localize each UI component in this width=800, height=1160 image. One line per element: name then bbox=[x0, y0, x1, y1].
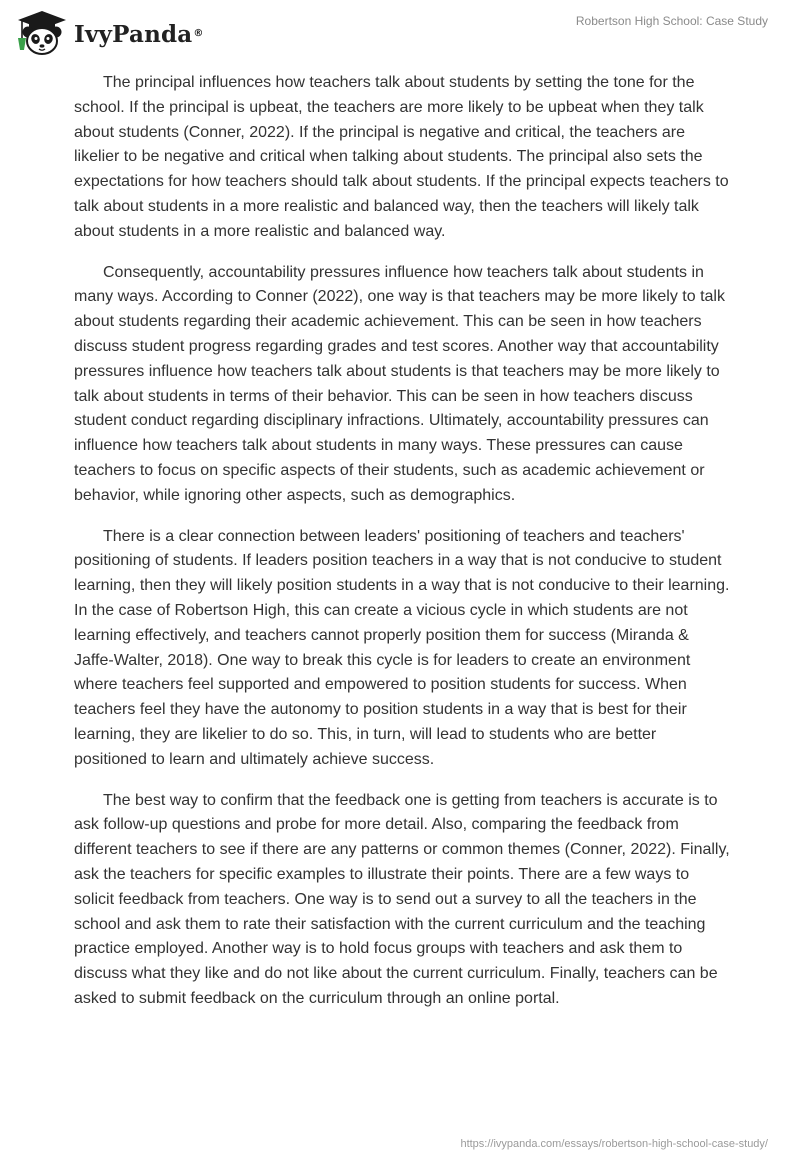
panda-graduate-icon bbox=[14, 8, 70, 58]
paragraph: Consequently, accountability pressures influence how teachers talk about students in many ways. According to Conner (2022), one way is that teachers may be more likely to talk about students regarding their academic achievement. This can be seen in how teachers discuss student progress regarding grades and test scores. Another way that accountability pressures influence how teachers talk about students is that teachers may be more likely to talk about students in terms of their behavior. This can be seen in how teachers discuss student conduct regarding disciplinary infractions. Ultimately, accountability pressures can influence how teachers talk about students in many ways. These pressures can cause teachers to focus on specific aspects of their students, such as academic achievement or behavior, while ignoring other aspects, such as demographics. bbox=[74, 263, 725, 504]
essay-body bbox=[74, 71, 730, 1028]
brand-logo[interactable] bbox=[14, 8, 204, 58]
source-url[interactable]: https://ivypanda.com/essays/robertson-high-school-case-study/ bbox=[460, 1138, 768, 1150]
paragraph: There is a clear connection between leaders' positioning of teachers and teachers' positioning of students. If leaders position teachers in a way that is not conducive to student learning, then they will likely position students in a way that is not conducive to their learning. In the case of Robertson High, this can create a vicious cycle in which students are not learning effectively, and teachers cannot properly position them for success (Miranda & Jaffe-Walter, 2018). One way to break this cycle is for leaders to create an environment where teachers feel supported and empowered to position students for success. When teachers feel they have the autonomy to position students in a way that is best for their learning, they are likelier to do so. This, in turn, will lead to students who are better positioned to learn and ultimately achieve success. bbox=[74, 527, 730, 768]
paragraph: The best way to confirm that the feedback one is getting from teachers is accurate is to ask follow-up questions and probe for more detail. Also, comparing the feedback from different teachers to see if there are any patterns or common themes (Conner, 2022). Finally, ask the teachers for specific examples to illustrate their points. There are a few ways to solicit feedback from teachers. One way is to send out a survey to all the teachers in the school and ask them to rate their satisfaction with the current curriculum and the teaching practice employed. Another way is to hold focus groups with teachers and ask them to discuss what they like and do not like about the current curriculum. Finally, teachers can be asked to submit feedback on the curriculum through an online portal. bbox=[74, 791, 730, 1007]
brand-name bbox=[74, 21, 204, 48]
document-title: Robertson High School: Case Study bbox=[575, 14, 768, 28]
brand-name-text: IvyPanda bbox=[74, 20, 193, 48]
paragraph: The principal influences how teachers talk about students by setting the tone for the school. If the principal is upbeat, the teachers are more likely to be upbeat when they talk about students (Conner, 2022). If the principal is negative and critical, the teachers are likelier to be negative and critical when talking about students. The principal also sets the expectations for how teachers should talk about students. If the principal expects teachers to talk about students in a more realistic and balanced way, then the teachers will likely talk about students in a more realistic and balanced way. bbox=[74, 74, 729, 240]
page-header bbox=[0, 0, 800, 70]
registered-mark: ® bbox=[193, 27, 204, 39]
